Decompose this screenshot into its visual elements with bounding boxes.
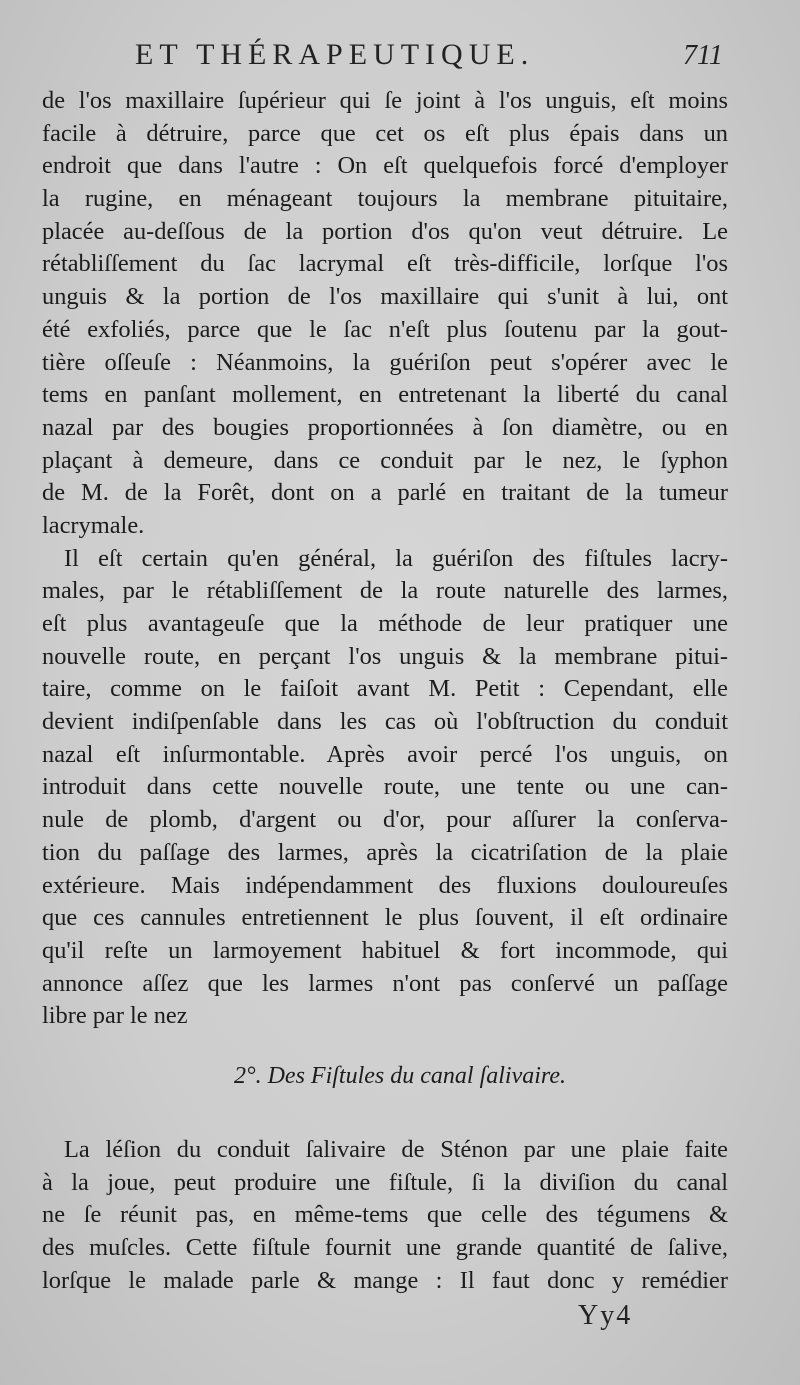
- paragraph-3: [42, 1134, 728, 1297]
- text-line: taire, comme on le faiſoit avant M. Petit : Cependant, elle: [42, 675, 728, 703]
- text-line: ne ſe réunit pas, en même-tems que celle des tégumens &: [42, 1201, 728, 1229]
- text-line: la rugine, en ménageant toujours la membrane pituitaire,: [42, 185, 728, 213]
- text-line: des muſcles. Cette fiſtule fournit une grande quantité de ſalive,: [42, 1234, 728, 1262]
- text-line: annonce aſſez que les larmes n'ont pas conſervé un paſſage: [42, 969, 728, 997]
- text-line: La léſion du conduit ſalivaire de Sténon par une plaie faite: [64, 1136, 728, 1163]
- text-line: lorſque le malade parle & mange : Il faut donc y remédier: [42, 1266, 728, 1294]
- text-line: facile à détruire, parce que cet os eſt plus épais dans un: [42, 119, 728, 147]
- text-line: à la joue, peut produire une fiſtule, ſi la diviſion du canal: [42, 1168, 728, 1196]
- text-line: eſt plus avantageuſe que la méthode de leur pratiquer une: [42, 610, 728, 637]
- text-line: de l'os maxillaire ſupérieur qui ſe joint à l'os unguis, eſt moins: [42, 87, 728, 114]
- text-line: lacrymale.: [42, 511, 145, 539]
- text-line: rétabliſſement du ſac lacrymal eſt très-difficile, lorſque l'os: [42, 250, 728, 278]
- text-line: été exfoliés, parce que le ſac n'eſt plus ſoutenu par la gout-: [42, 315, 728, 343]
- text-line: devient indiſpenſable dans les cas où l'obſtruction du conduit: [42, 708, 728, 736]
- text-line: nouvelle route, en perçant l'os unguis & la membrane pitui-: [42, 642, 728, 670]
- text-line: de M. de la Forêt, dont on a parlé en traitant de la tumeur: [42, 479, 728, 507]
- text-line: nazal eſt inſurmontable. Après avoir percé l'os unguis, on: [42, 740, 728, 768]
- section-heading: 2°. Des Fiſtules du canal ſalivaire.: [234, 1063, 566, 1089]
- text-line: unguis & la portion de l'os maxillaire qui s'unit à lui, ont: [42, 283, 728, 311]
- text-line: placée au-deſſous de la portion d'os qu'on veut détruire. Le: [42, 217, 728, 245]
- paragraph-2: [42, 543, 728, 1033]
- running-head: ET THÉRAPEUTIQUE.: [135, 38, 535, 71]
- text-line: libre par le nez: [42, 1002, 188, 1030]
- page-header: [0, 30, 800, 80]
- page-number: 711: [683, 40, 723, 71]
- main-text: [42, 85, 728, 1033]
- text-line: nazal par des bougies proportionnées à ſon diamètre, ou en: [42, 413, 728, 441]
- signature-mark: Yy4: [578, 1300, 633, 1331]
- text-line: que ces cannules entretiennent le plus ſouvent, il eſt ordinaire: [42, 904, 728, 932]
- text-line: males, par le rétabliſſement de la route naturelle des larmes,: [42, 577, 728, 605]
- text-line: tems en panſant mollement, en entretenant la liberté du canal: [42, 381, 728, 409]
- text-line: Il eſt certain qu'en général, la guériſon des fiſtules lacry-: [64, 544, 728, 572]
- text-line: extérieure. Mais indépendamment des fluxions douloureuſes: [42, 871, 728, 899]
- paragraph-1: [42, 85, 728, 543]
- text-line: plaçant à demeure, dans ce conduit par le nez, le ſyphon: [42, 446, 728, 474]
- text-line: introduit dans cette nouvelle route, une tente ou une can-: [42, 773, 728, 801]
- text-line: qu'il reſte un larmoyement habituel & fort incommode, qui: [42, 936, 728, 964]
- text-line: tion du paſſage des larmes, après la cicatriſation de la plaie: [42, 838, 728, 866]
- text-line: endroit que dans l'autre : On eſt quelquefois forcé d'employer: [42, 152, 728, 180]
- text-line: tière oſſeuſe : Néanmoins, la guériſon peut s'opérer avec le: [42, 348, 728, 376]
- text-line: nule de plomb, d'argent ou d'or, pour aſſurer la conſerva-: [42, 806, 728, 834]
